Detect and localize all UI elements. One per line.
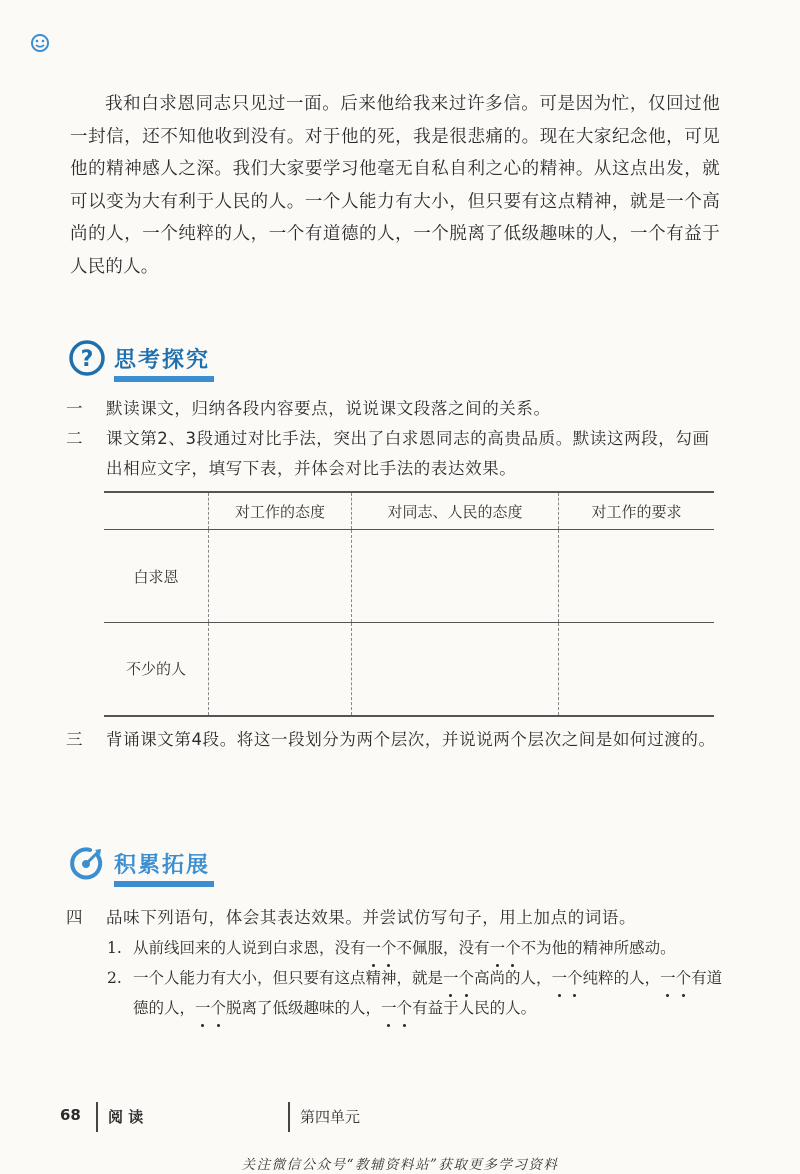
sentence-fragment: 一个人能力有大小，但只要有这点精神，就是 [133, 969, 444, 987]
question-item-3: 三 背诵课文第4段。将这一段划分为两个层次，并说说两个层次之间是如何过渡的。 [66, 730, 716, 749]
table-cell[interactable] [352, 530, 559, 623]
sentence-text [133, 933, 727, 963]
page-number: 68 [60, 1106, 81, 1124]
title-underline [114, 376, 214, 382]
sentence-fragment: 纯粹的人， [582, 969, 661, 987]
footer-section: 阅 读 [108, 1108, 144, 1126]
emphasis-char: 一 [381, 993, 397, 1023]
question-item-1: 一 默读课文，归纳各段内容要点，说说课文段落之间的关系。 [66, 399, 551, 418]
footer-divider [96, 1102, 98, 1132]
watermark-text: 关注微信公众号“教辅资料站”获取更多学习资料 [241, 1157, 559, 1173]
body-paragraph: 我和白求恩同志只见过一面。后来他给我来过许多信。可是因为忙，仅回过他一封信，还不知他收到没有。对于他的死，我是很悲痛的。现在大家纪念他，可见他的精神感人之深。我们大家要学习他毫无自私自利之心的精神。从这点出发，就可以变为大有利于人民的人。一个人能力有大小，但只要有这点精神，就是一个高尚的人，一个纯粹的人，一个有道德的人，一个脱离了低级趣味的人，一个有益于人民的人。 [70, 94, 720, 277]
section-title: 积累拓展 [114, 848, 210, 879]
table-header-cell [104, 492, 209, 530]
emphasis-char: 个 [397, 993, 413, 1023]
svg-text:?: ? [80, 347, 94, 372]
section-header-accumulate [68, 842, 210, 884]
footer-divider [288, 1102, 290, 1132]
sentence-fragment: 有道德的人， [133, 969, 723, 1017]
table-cell[interactable] [209, 530, 352, 623]
emphasis-char: 一 [366, 933, 382, 963]
target-arrow-icon [68, 844, 106, 882]
table-cell[interactable] [209, 623, 352, 716]
table-row [104, 530, 714, 623]
table-row-label: 不少的人 [125, 660, 186, 679]
sentence-fragment: 从前线回来的人说到白求恩，没有 [133, 939, 366, 957]
table-header-cell: 对工作的要求 [559, 492, 715, 530]
sentence-text [133, 963, 727, 1023]
table-header-row [104, 492, 714, 530]
emphasis-char: 个 [211, 993, 227, 1023]
emphasis-char: 一 [552, 963, 568, 993]
table-cell[interactable] [559, 530, 715, 623]
sentence-fragment: 高尚的人， [474, 969, 552, 987]
table-header-cell: 对工作的态度 [209, 492, 352, 530]
sentence-fragment: 不为他的精神所感动。 [520, 939, 676, 957]
footer-unit: 第四单元 [300, 1108, 361, 1126]
emphasis-char: 个 [676, 963, 692, 993]
table-row-label: 白求恩 [133, 567, 179, 586]
emphasis-char: 一 [443, 963, 459, 993]
question-mark-icon [68, 339, 106, 377]
section-header-thinking [68, 337, 210, 379]
title-underline [114, 881, 214, 887]
emphasis-char: 一 [490, 933, 506, 963]
emphasis-char: 个 [459, 963, 475, 993]
table-cell[interactable] [559, 623, 715, 716]
table-header-cell: 对同志、人民的态度 [352, 492, 559, 530]
question-item-2: 二 课文第2、3段通过对比手法，突出了白求恩同志的高贵品质。默读这两段，勾画出相应文字，填写下表，并体会对比手法的表达效果。 [66, 429, 710, 478]
comparison-table [104, 491, 714, 717]
table-cell[interactable] [352, 623, 559, 716]
question-item-4: 四 品味下列语句，体会其表达效果。并尝试仿写句子，用上加点的词语。 [66, 908, 637, 927]
example-sentence-2: 2. 一个人能力有大小，但只要有这点精神，就是一个高尚的人，一个纯粹的人，一个有道德的人，一个脱离了低级趣味的人，一个有益于人民的人。 [107, 963, 727, 1023]
example-sentence-1: 1. 从前线回来的人说到白求恩，没有一个不佩服，没有一个不为他的精神所感动。 [107, 933, 727, 963]
table-row [104, 623, 714, 716]
smiley-face-icon [30, 33, 50, 53]
section-title: 思考探究 [114, 343, 210, 374]
emphasis-char: 个 [505, 933, 521, 963]
emphasis-char: 个 [381, 933, 397, 963]
sentence-fragment: 脱离了低级趣味的人， [226, 999, 382, 1017]
emphasis-char: 个 [567, 963, 583, 993]
emphasis-char: 一 [195, 993, 211, 1023]
emphasis-char: 一 [660, 963, 676, 993]
sentence-fragment: 不佩服，没有 [396, 939, 490, 957]
page-footer [60, 1106, 740, 1130]
sentence-fragment: 有益于人民的人。 [412, 999, 537, 1017]
